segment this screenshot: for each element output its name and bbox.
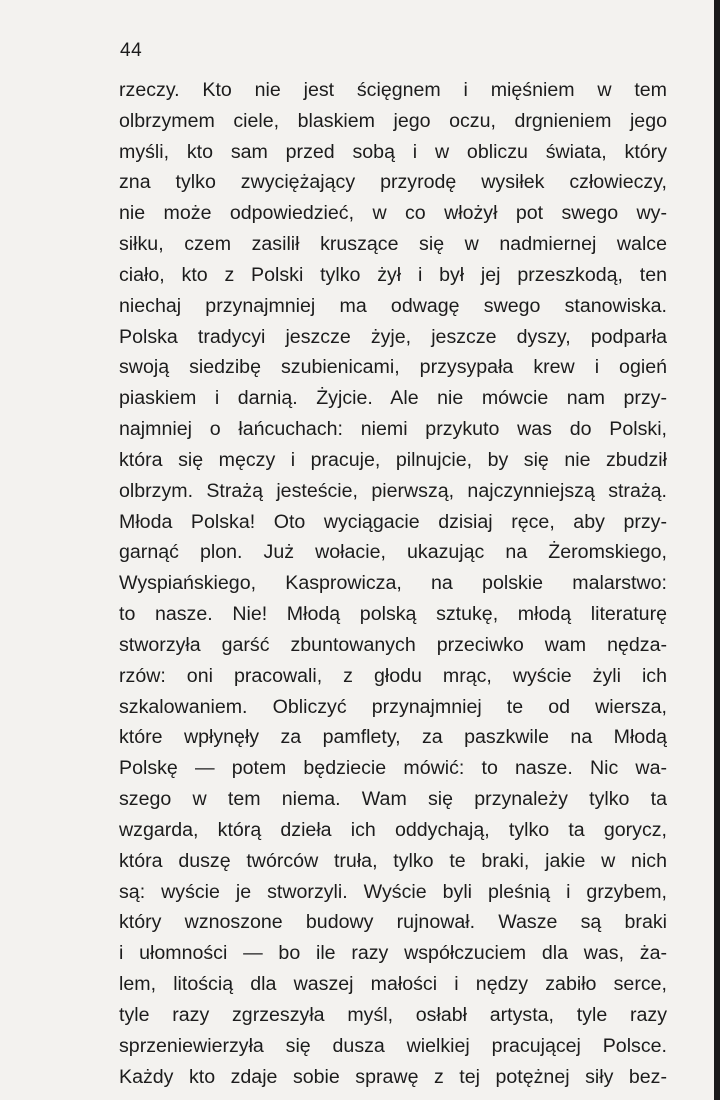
text-line: szkalowaniem. Obliczyć przynajmniej te od wiersza, bbox=[119, 695, 667, 718]
text-line: Polskę — potem będziecie mówić: to nasze. Nic wa- bbox=[119, 757, 667, 780]
text-line: sprzeniewierzyła się dusza wielkiej pracującej Polsce. bbox=[119, 1034, 667, 1057]
text-line: ciało, kto z Polski tylko żył i był jej przeszkodą, ten bbox=[119, 263, 667, 286]
text-line: niechaj przynajmniej ma odwagę swego stanowiska. bbox=[119, 294, 667, 317]
text-line: wzgarda, którą dzieła ich oddychają, tylko ta gorycz, bbox=[119, 818, 667, 841]
text-line: Młoda Polska! Oto wyciągacie dzisiaj ręce, aby przy- bbox=[119, 510, 667, 533]
page-edge-shadow bbox=[714, 0, 720, 1100]
text-line: olbrzymem ciele, blaskiem jego oczu, drgnieniem jego bbox=[119, 109, 667, 132]
text-line: swoją siedzibę szubienicami, przysypała krew i ogień bbox=[119, 356, 667, 379]
text-line: Wyspiańskiego, Kasprowicza, na polskie malarstwo: bbox=[119, 572, 667, 595]
text-line: stworzyła garść zbuntowanych przeciwko wam nędza- bbox=[119, 633, 667, 656]
body-text bbox=[119, 75, 667, 1092]
text-line: która duszę twórców truła, tylko te braki, jakie w nich bbox=[119, 849, 667, 872]
text-line: olbrzym. Strażą jesteście, pierwszą, najczynniejszą strażą. bbox=[119, 479, 667, 502]
text-line: który wznoszone budowy rujnował. Wasze są braki bbox=[119, 911, 667, 934]
text-line: nie może odpowiedzieć, w co włożył pot swego wy- bbox=[119, 202, 667, 225]
text-line: Każdy kto zdaje sobie sprawę z tej potężnej siły bez- bbox=[119, 1065, 667, 1088]
text-line: myśli, kto sam przed sobą i w obliczu świata, który bbox=[119, 140, 667, 163]
page-number: 44 bbox=[120, 40, 143, 61]
text-line: które wpłynęły za pamflety, za paszkwile na Młodą bbox=[119, 726, 667, 749]
text-line: rzeczy. Kto nie jest ścięgnem i mięśniem w tem bbox=[119, 79, 667, 101]
text-line: piaskiem i darnią. Żyjcie. Ale nie mówcie nam przy- bbox=[119, 387, 667, 410]
text-line: lem, litością dla waszej małości i nędzy zabiło serce, bbox=[119, 973, 667, 996]
text-line: rzów: oni pracowali, z głodu mrąc, wyście żyli ich bbox=[119, 664, 667, 687]
text-line: zna tylko zwyciężający przyrodę wysiłek człowieczy, bbox=[119, 171, 667, 194]
text-line: najmniej o łańcuchach: niemi przykuto was do Polski, bbox=[119, 418, 667, 441]
text-line: która się męczy i pracuje, pilnujcie, by się nie zbudził bbox=[119, 448, 667, 471]
text-line: Polska tradycyi jeszcze żyje, jeszcze dyszy, podparła bbox=[119, 325, 667, 348]
text-line: są: wyście je stworzyli. Wyście byli pleśnią i grzybem, bbox=[119, 880, 667, 903]
text-line: tyle razy zgrzeszyła myśl, osłabł artysta, tyle razy bbox=[119, 1003, 667, 1026]
text-line: siłku, czem zasilił kruszące się w nadmiernej walce bbox=[119, 233, 667, 256]
text-line: to nasze. Nie! Młodą polską sztukę, młodą literaturę bbox=[119, 603, 667, 626]
text-line: szego w tem niema. Wam się przynależy tylko ta bbox=[119, 788, 667, 811]
text-line: i ułomności — bo ile razy współczuciem dla was, ża- bbox=[119, 942, 667, 965]
text-line: garnąć plon. Już wołacie, ukazując na Żeromskiego, bbox=[119, 541, 667, 564]
